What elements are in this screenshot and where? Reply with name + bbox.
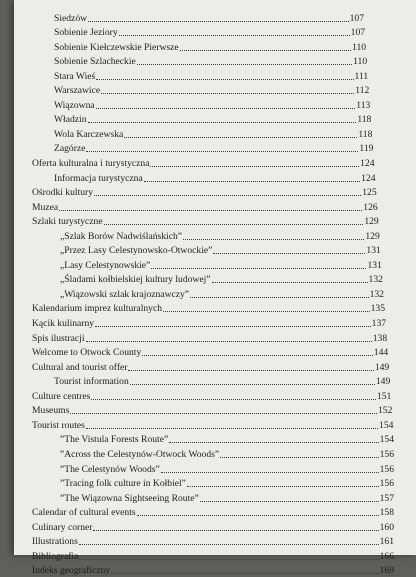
dot-leader [101, 93, 354, 94]
toc-entry-page-number: 149 [375, 376, 391, 388]
dot-leader [128, 370, 373, 371]
toc-entry-page-number: 129 [364, 216, 379, 228]
toc-entry [14, 548, 416, 563]
toc-entry [14, 534, 416, 549]
dot-leader [213, 253, 365, 254]
dot-leader [187, 486, 379, 487]
dot-leader [95, 326, 371, 327]
toc-entry-page-number: 124 [361, 172, 376, 184]
dot-leader [104, 224, 364, 225]
toc-entry-page-number: 132 [368, 274, 383, 286]
dot-leader [124, 137, 357, 138]
toc-entry-page-number: 157 [379, 492, 394, 504]
dot-leader [96, 108, 356, 109]
toc-entry-title: Siedzów [54, 12, 88, 24]
dot-leader [169, 442, 378, 443]
toc-entry-page-number: 137 [371, 318, 387, 330]
dot-leader [79, 559, 378, 560]
toc-entry [14, 214, 416, 229]
dot-leader [119, 35, 350, 36]
dot-leader [91, 399, 376, 400]
toc-entry-title: Informacja turystyczna [54, 172, 143, 184]
toc-entry-title: Warszawice [54, 85, 101, 97]
dot-leader [150, 166, 359, 167]
toc-entry-page-number: 156 [379, 463, 394, 475]
toc-entry-page-number: 166 [379, 550, 394, 562]
toc-entry-page-number: 151 [376, 390, 392, 402]
toc-entry [14, 388, 416, 403]
toc-entry-title: Welcome to Otwock County [32, 347, 142, 359]
toc-entry-title: Stara Wieś [54, 70, 96, 82]
dot-leader [137, 515, 379, 516]
toc-entry [14, 272, 416, 287]
toc-entry [14, 286, 416, 301]
toc-entry [14, 476, 416, 491]
toc-entry-page-number: 110 [352, 41, 367, 53]
dot-leader [200, 501, 379, 502]
toc-entry-page-number: 125 [362, 187, 377, 199]
dot-leader [86, 341, 372, 342]
toc-entry-title: ”The Wiązowna Sightseeing Route” [60, 492, 199, 504]
toc-entry [14, 112, 416, 127]
toc-entry-title: ”The Celestynów Woods” [60, 463, 160, 475]
toc-entry [14, 126, 416, 141]
toc-entry-page-number: 107 [350, 27, 366, 39]
toc-entry [14, 185, 416, 200]
toc-entry [14, 563, 416, 577]
toc-entry-title: Oferta kulturalna i turystyczna [32, 158, 150, 170]
toc-entry-page-number: 110 [353, 56, 368, 68]
toc-entry [14, 170, 416, 185]
dot-leader [93, 530, 378, 531]
toc-entry-title: Tourist information [54, 376, 129, 388]
toc-entry-page-number: 169 [379, 565, 394, 577]
dot-leader [161, 472, 379, 473]
toc-entry-title: Kalendarium imprez kulturalnych [32, 303, 163, 315]
toc-entry-title: Cultural and tourist offer [32, 361, 128, 373]
dot-leader [144, 181, 360, 182]
dot-leader [151, 268, 366, 269]
dot-leader [79, 544, 379, 545]
toc-entry [14, 97, 416, 112]
dot-leader [142, 355, 372, 356]
toc-entry-title: Indeks geograficzny [32, 565, 111, 577]
toc-entry-title: Sobienie Szlacheckie [54, 56, 136, 68]
toc-entry-page-number: 149 [374, 361, 390, 373]
dot-leader [183, 239, 364, 240]
toc-entry-page-number: 111 [354, 70, 369, 82]
toc-entry-title: „Lasy Celestynowskie” [60, 259, 151, 271]
toc-entry [14, 330, 416, 345]
toc-entry [14, 461, 416, 476]
table-of-contents [14, 10, 416, 577]
toc-entry-title: Zagórze [54, 143, 86, 155]
toc-entry-title: ”Tracing folk culture in Kołbiel” [60, 478, 186, 490]
toc-entry-page-number: 154 [379, 419, 394, 431]
dot-leader [220, 457, 378, 458]
toc-entry-title: Wola Karczewska [54, 128, 124, 140]
toc-entry-title: „Przez Lasy Celestynowsko-Otwockie” [60, 245, 213, 257]
toc-entry [14, 257, 416, 272]
dot-leader [163, 311, 370, 312]
toc-entry [14, 39, 416, 54]
dot-leader [59, 210, 362, 211]
toc-entry [14, 490, 416, 505]
toc-entry-page-number: 160 [379, 521, 394, 533]
book-page [14, 0, 416, 577]
toc-entry-title: Tourist routes [32, 419, 85, 431]
dot-leader [86, 151, 358, 152]
toc-entry-title: Szlaki turystyczne [32, 216, 103, 228]
toc-entry-page-number: 156 [379, 448, 394, 460]
toc-entry [14, 54, 416, 69]
toc-entry-page-number: 131 [366, 245, 381, 257]
toc-entry-title: Muzea [32, 201, 59, 213]
toc-entry-page-number: 119 [359, 143, 374, 155]
toc-entry [14, 228, 416, 243]
toc-entry-page-number: 113 [356, 99, 371, 111]
toc-entry [14, 10, 416, 25]
dot-leader [88, 21, 349, 22]
toc-entry-page-number: 124 [360, 158, 375, 170]
toc-entry-title: Bibliografia [32, 550, 79, 562]
toc-entry-title: Museums [32, 405, 70, 417]
toc-entry-page-number: 135 [370, 303, 385, 315]
toc-entry-title: Calendar of cultural events [32, 507, 136, 519]
toc-entry-page-number: 152 [377, 405, 393, 417]
toc-entry-page-number: 144 [373, 347, 389, 359]
toc-entry [14, 155, 416, 170]
toc-entry-page-number: 129 [365, 230, 380, 242]
toc-entry-title: Wiązowna [54, 99, 95, 111]
toc-entry [14, 374, 416, 389]
dot-leader [190, 297, 368, 298]
toc-entry [14, 315, 416, 330]
toc-entry-title: Sobienie Jeziory [54, 27, 118, 39]
dot-leader [96, 79, 353, 80]
toc-entry-page-number: 126 [363, 201, 378, 213]
toc-entry-title: ”Across the Celestynów-Otwock Woods” [60, 448, 220, 460]
toc-entry-title: „Śladami kołbielskiej kultury ludowej” [60, 274, 211, 286]
toc-entry [14, 243, 416, 258]
toc-entry-title: Culture centres [32, 390, 91, 402]
toc-entry [14, 432, 416, 447]
toc-entry-page-number: 112 [355, 85, 370, 97]
toc-entry [14, 68, 416, 83]
toc-entry [14, 505, 416, 520]
toc-entry-page-number: 118 [357, 114, 372, 126]
toc-entry [14, 359, 416, 374]
toc-entry [14, 301, 416, 316]
toc-entry [14, 345, 416, 360]
toc-entry-title: Sobienie Kiełczewskie Pierwsze [54, 41, 179, 53]
toc-entry-title: Illustrations [32, 536, 78, 548]
dot-leader [86, 428, 378, 429]
toc-entry-page-number: 154 [379, 434, 394, 446]
toc-entry [14, 199, 416, 214]
dot-leader [88, 122, 357, 123]
toc-entry-page-number: 132 [369, 288, 384, 300]
toc-entry-page-number: 131 [367, 259, 382, 271]
toc-entry-title: ”The Vistula Forests Route” [60, 434, 169, 446]
toc-entry-page-number: 156 [379, 478, 394, 490]
dot-leader [130, 384, 375, 385]
toc-entry [14, 25, 416, 40]
dot-leader [70, 413, 377, 414]
toc-entry-page-number: 161 [379, 536, 394, 548]
toc-entry-title: Spis ilustracji [32, 332, 85, 344]
dot-leader [111, 573, 379, 574]
dot-leader [212, 282, 368, 283]
toc-entry-page-number: 118 [358, 128, 373, 140]
toc-entry-title: „Wiązowski szlak krajoznawczy” [60, 288, 190, 300]
dot-leader [180, 50, 351, 51]
toc-entry-title: Culinary corner [32, 521, 93, 533]
toc-entry [14, 417, 416, 432]
toc-entry-title: Ośrodki kultury [32, 187, 94, 199]
toc-entry-title: Kącik kulinarny [32, 318, 95, 330]
dot-leader [94, 195, 361, 196]
toc-entry [14, 519, 416, 534]
toc-entry-page-number: 107 [349, 12, 364, 24]
toc-entry [14, 446, 416, 461]
toc-entry [14, 403, 416, 418]
toc-entry-title: „Szlak Borów Nadwiślańskich” [60, 230, 183, 242]
toc-entry [14, 141, 416, 156]
toc-entry-title: Władzin [54, 114, 87, 126]
toc-entry [14, 83, 416, 98]
toc-entry-page-number: 158 [379, 507, 394, 519]
dot-leader [137, 64, 352, 65]
toc-entry-page-number: 138 [372, 332, 388, 344]
